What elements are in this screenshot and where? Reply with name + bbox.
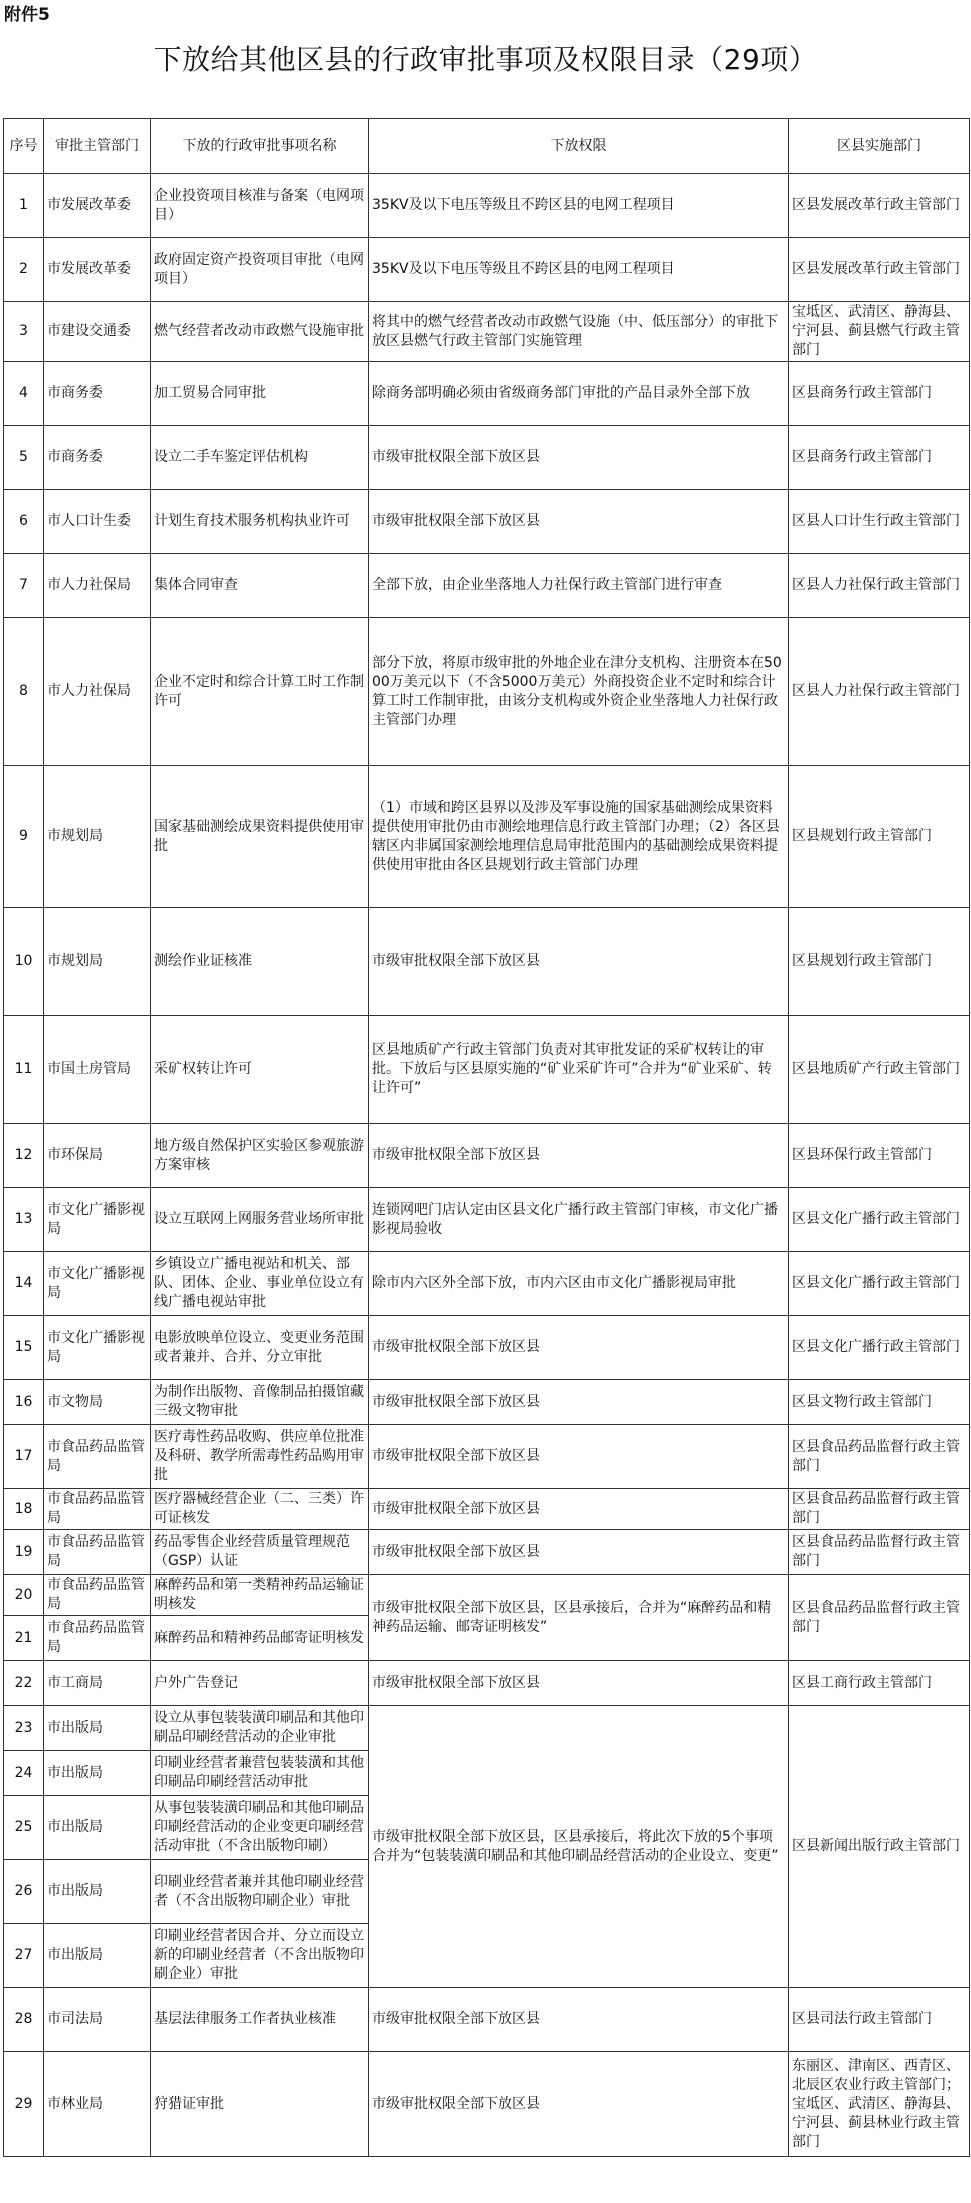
implementing-department: 区县新闻出版行政主管部门 (789, 1706, 970, 1988)
implementing-department: 区县人口计生行政主管部门 (789, 490, 970, 554)
implementing-department: 区县商务行政主管部门 (789, 362, 970, 426)
approval-item-name: 户外广告登记 (151, 1661, 369, 1706)
table-row (4, 1988, 970, 2052)
approval-item-name: 电影放映单位设立、变更业务范围或者兼并、合并、分立审批 (151, 1316, 369, 1380)
table-row (4, 1489, 970, 1530)
row-number: 8 (4, 618, 44, 766)
row-number: 10 (4, 908, 44, 1016)
page-title: 下放给其他区县的行政审批事项及权限目录（29项） (153, 43, 818, 76)
approving-department: 市商务委 (44, 426, 151, 490)
table-row (4, 1016, 970, 1124)
implementing-department: 区县人力社保行政主管部门 (789, 618, 970, 766)
column-header-item-name: 下放的行政审批事项名称 (151, 119, 369, 174)
table-row (4, 302, 970, 362)
attachment-label: 附件5 (4, 5, 50, 25)
delegation-scope: 市级审批权限全部下放区县 (369, 1988, 789, 2052)
approving-department: 市食品药品监管局 (44, 1425, 151, 1489)
column-header-scope: 下放权限 (369, 119, 789, 174)
approval-item-name: 政府固定资产投资项目审批（电网项目） (151, 238, 369, 302)
approval-item-name: 企业投资项目核准与备案（电网项目） (151, 174, 369, 238)
table-row (4, 1188, 970, 1252)
approval-item-name: 采矿权转让许可 (151, 1016, 369, 1124)
delegation-scope: 部分下放，将原市级审批的外地企业在津分支机构、注册资本在5000万美元以下（不含5000万美元）外商投资企业不定时和综合计算工时工作制审批，由该分支机构或外资企业坐落地人力社保行政主管部门办理 (369, 618, 789, 766)
implementing-department: 区县人力社保行政主管部门 (789, 554, 970, 618)
delegation-scope: （1）市域和跨区县界以及涉及军事设施的国家基础测绘成果资料提供使用审批仍由市测绘地理信息行政主管部门办理；（2）各区县辖区内非属国家测绘地理信息局审批范围内的基础测绘成果资料提供使用审批由各区县规划行政主管部门办理 (369, 766, 789, 908)
delegation-scope: 连锁网吧门店认定由区县文化广播行政主管部门审核，市文化广播影视局验收 (369, 1188, 789, 1252)
table-row (4, 1124, 970, 1188)
table-row (4, 426, 970, 490)
row-number: 17 (4, 1425, 44, 1489)
delegation-scope: 市级审批权限全部下放区县 (369, 490, 789, 554)
row-number: 25 (4, 1796, 44, 1860)
row-number: 29 (4, 2052, 44, 2157)
column-header-no: 序号 (4, 119, 44, 174)
row-number: 7 (4, 554, 44, 618)
approval-item-name: 设立二手车鉴定评估机构 (151, 426, 369, 490)
implementing-department: 区县规划行政主管部门 (789, 908, 970, 1016)
implementing-department: 区县食品药品监督行政主管部门 (789, 1530, 970, 1575)
delegation-scope: 市级审批权限全部下放区县 (369, 2052, 789, 2157)
approval-item-name: 燃气经营者改动市政燃气设施审批 (151, 302, 369, 362)
implementing-department: 区县司法行政主管部门 (789, 1988, 970, 2052)
delegation-scope: 全部下放，由企业坐落地人力社保行政主管部门进行审查 (369, 554, 789, 618)
row-number: 11 (4, 1016, 44, 1124)
row-number: 22 (4, 1661, 44, 1706)
table-row (4, 1661, 970, 1706)
table-row (4, 1380, 970, 1425)
row-number: 14 (4, 1252, 44, 1316)
delegation-scope: 将其中的燃气经营者改动市政燃气设施（中、低压部分）的审批下放区县燃气行政主管部门实施管理 (369, 302, 789, 362)
approving-department: 市出版局 (44, 1706, 151, 1751)
approval-item-name: 狩猎证审批 (151, 2052, 369, 2157)
approving-department: 市国土房管局 (44, 1016, 151, 1124)
approving-department: 市出版局 (44, 1751, 151, 1796)
approval-item-name: 麻醉药品和第一类精神药品运输证明核发 (151, 1575, 369, 1616)
row-number: 3 (4, 302, 44, 362)
row-number: 1 (4, 174, 44, 238)
delegation-scope: 市级审批权限全部下放区县 (369, 1316, 789, 1380)
approval-item-name: 计划生育技术服务机构执业许可 (151, 490, 369, 554)
approval-item-name: 加工贸易合同审批 (151, 362, 369, 426)
implementing-department: 区县环保行政主管部门 (789, 1124, 970, 1188)
delegation-scope: 市级审批权限全部下放区县，区县承接后，将此次下放的5个事项合并为“包装装潢印刷品和其他印刷品经营活动的企业设立、变更” (369, 1706, 789, 1988)
table-row (4, 1425, 970, 1489)
row-number: 19 (4, 1530, 44, 1575)
delegation-scope: 市级审批权限全部下放区县 (369, 908, 789, 1016)
approving-department: 市食品药品监管局 (44, 1575, 151, 1616)
approval-item-name: 集体合同审查 (151, 554, 369, 618)
approval-item-name: 地方级自然保护区实验区参观旅游方案审核 (151, 1124, 369, 1188)
implementing-department: 区县食品药品监督行政主管部门 (789, 1575, 970, 1661)
row-number: 2 (4, 238, 44, 302)
table-row (4, 1316, 970, 1380)
table-row (4, 362, 970, 426)
delegation-scope: 市级审批权限全部下放区县 (369, 1380, 789, 1425)
approving-department: 市出版局 (44, 1924, 151, 1988)
approving-department: 市文化广播影视局 (44, 1188, 151, 1252)
column-header-local-dept: 区县实施部门 (789, 119, 970, 174)
approving-department: 市发展改革委 (44, 174, 151, 238)
implementing-department: 区县发展改革行政主管部门 (789, 174, 970, 238)
approval-item-name: 设立互联网上网服务营业场所审批 (151, 1188, 369, 1252)
approval-item-name: 企业不定时和综合计算工时工作制许可 (151, 618, 369, 766)
row-number: 28 (4, 1988, 44, 2052)
approving-department: 市出版局 (44, 1796, 151, 1860)
approving-department: 市司法局 (44, 1988, 151, 2052)
table-row (4, 554, 970, 618)
table-row (4, 1706, 970, 1751)
implementing-department: 区县商务行政主管部门 (789, 426, 970, 490)
delegation-scope: 市级审批权限全部下放区县 (369, 1489, 789, 1530)
approving-department: 市食品药品监管局 (44, 1616, 151, 1661)
table-row (4, 238, 970, 302)
delegation-scope: 市级审批权限全部下放区县，区县承接后，合并为“麻醉药品和精神药品运输、邮寄证明核发” (369, 1575, 789, 1661)
approving-department: 市出版局 (44, 1860, 151, 1924)
row-number: 13 (4, 1188, 44, 1252)
table-row (4, 1252, 970, 1316)
row-number: 16 (4, 1380, 44, 1425)
approval-catalog-table (3, 118, 970, 2157)
implementing-department: 区县规划行政主管部门 (789, 766, 970, 908)
row-number: 21 (4, 1616, 44, 1661)
approving-department: 市林业局 (44, 2052, 151, 2157)
row-number: 18 (4, 1489, 44, 1530)
row-number: 12 (4, 1124, 44, 1188)
implementing-department: 东丽区、津南区、西青区、北辰区农业行政主管部门；宝坻区、武清区、静海县、宁河县、蓟县林业行政主管部门 (789, 2052, 970, 2157)
approval-item-name: 医疗毒性药品收购、供应单位批准及科研、教学所需毒性药品购用审批 (151, 1425, 369, 1489)
approving-department: 市文物局 (44, 1380, 151, 1425)
approving-department: 市工商局 (44, 1661, 151, 1706)
implementing-department: 区县文化广播行政主管部门 (789, 1252, 970, 1316)
approval-item-name: 设立从事包装装潢印刷品和其他印刷品印刷经营活动的企业审批 (151, 1706, 369, 1751)
delegation-scope: 市级审批权限全部下放区县 (369, 1425, 789, 1489)
approving-department: 市文化广播影视局 (44, 1252, 151, 1316)
implementing-department: 区县文物行政主管部门 (789, 1380, 970, 1425)
delegation-scope: 35KV及以下电压等级且不跨区县的电网工程项目 (369, 174, 789, 238)
approval-item-name: 印刷业经营者因合并、分立而设立新的印刷业经营者（不含出版物印刷企业）审批 (151, 1924, 369, 1988)
table-body (4, 174, 970, 2157)
row-number: 23 (4, 1706, 44, 1751)
implementing-department: 区县文化广播行政主管部门 (789, 1316, 970, 1380)
row-number: 20 (4, 1575, 44, 1616)
implementing-department: 区县食品药品监督行政主管部门 (789, 1425, 970, 1489)
row-number: 6 (4, 490, 44, 554)
approval-item-name: 基层法律服务工作者执业核准 (151, 1988, 369, 2052)
table-header-row (4, 119, 970, 174)
approving-department: 市发展改革委 (44, 238, 151, 302)
delegation-scope: 区县地质矿产行政主管部门负责对其审批发证的采矿权转让的审批。下放后与区县原实施的“矿业采矿许可”合并为“矿业采矿、转让许可” (369, 1016, 789, 1124)
column-header-dept: 审批主管部门 (44, 119, 151, 174)
delegation-scope: 除市内六区外全部下放，市内六区由市文化广播影视局审批 (369, 1252, 789, 1316)
approving-department: 市规划局 (44, 908, 151, 1016)
row-number: 4 (4, 362, 44, 426)
approval-item-name: 印刷业经营者兼营包装装潢和其他印刷品印刷经营活动审批 (151, 1751, 369, 1796)
approval-item-name: 从事包装装潢印刷品和其他印刷品印刷经营活动的企业变更印刷经营活动审批（不含出版物印刷） (151, 1796, 369, 1860)
row-number: 5 (4, 426, 44, 490)
implementing-department: 区县文化广播行政主管部门 (789, 1188, 970, 1252)
approval-item-name: 麻醉药品和精神药品邮寄证明核发 (151, 1616, 369, 1661)
approval-item-name: 印刷业经营者兼并其他印刷业经营者（不含出版物印刷企业）审批 (151, 1860, 369, 1924)
row-number: 9 (4, 766, 44, 908)
approval-item-name: 药品零售企业经营质量管理规范（GSP）认证 (151, 1530, 369, 1575)
approving-department: 市建设交通委 (44, 302, 151, 362)
approving-department: 市人力社保局 (44, 618, 151, 766)
approval-item-name: 国家基础测绘成果资料提供使用审批 (151, 766, 369, 908)
table-row (4, 174, 970, 238)
row-number: 27 (4, 1924, 44, 1988)
approving-department: 市文化广播影视局 (44, 1316, 151, 1380)
implementing-department: 宝坻区、武清区、静海县、宁河县、蓟县燃气行政主管部门 (789, 302, 970, 362)
approving-department: 市环保局 (44, 1124, 151, 1188)
implementing-department: 区县发展改革行政主管部门 (789, 238, 970, 302)
approving-department: 市规划局 (44, 766, 151, 908)
table-row (4, 766, 970, 908)
approving-department: 市食品药品监管局 (44, 1489, 151, 1530)
row-number: 15 (4, 1316, 44, 1380)
approving-department: 市人口计生委 (44, 490, 151, 554)
delegation-scope: 市级审批权限全部下放区县 (369, 1124, 789, 1188)
approving-department: 市食品药品监管局 (44, 1530, 151, 1575)
approval-item-name: 为制作出版物、音像制品拍摄馆藏三级文物审批 (151, 1380, 369, 1425)
table-row (4, 490, 970, 554)
row-number: 26 (4, 1860, 44, 1924)
approval-item-name: 乡镇设立广播电视站和机关、部队、团体、企业、事业单位设立有线广播电视站审批 (151, 1252, 369, 1316)
table-row (4, 1530, 970, 1575)
row-number: 24 (4, 1751, 44, 1796)
table-row (4, 1575, 970, 1616)
delegation-scope: 市级审批权限全部下放区县 (369, 1530, 789, 1575)
approval-item-name: 测绘作业证核准 (151, 908, 369, 1016)
table-row (4, 618, 970, 766)
delegation-scope: 市级审批权限全部下放区县 (369, 426, 789, 490)
implementing-department: 区县地质矿产行政主管部门 (789, 1016, 970, 1124)
table-row (4, 2052, 970, 2157)
approval-item-name: 医疗器械经营企业（二、三类）许可证核发 (151, 1489, 369, 1530)
approving-department: 市人力社保局 (44, 554, 151, 618)
table-row (4, 908, 970, 1016)
implementing-department: 区县食品药品监督行政主管部门 (789, 1489, 970, 1530)
implementing-department: 区县工商行政主管部门 (789, 1661, 970, 1706)
delegation-scope: 35KV及以下电压等级且不跨区县的电网工程项目 (369, 238, 789, 302)
delegation-scope: 除商务部明确必须由省级商务部门审批的产品目录外全部下放 (369, 362, 789, 426)
delegation-scope: 市级审批权限全部下放区县 (369, 1661, 789, 1706)
approving-department: 市商务委 (44, 362, 151, 426)
